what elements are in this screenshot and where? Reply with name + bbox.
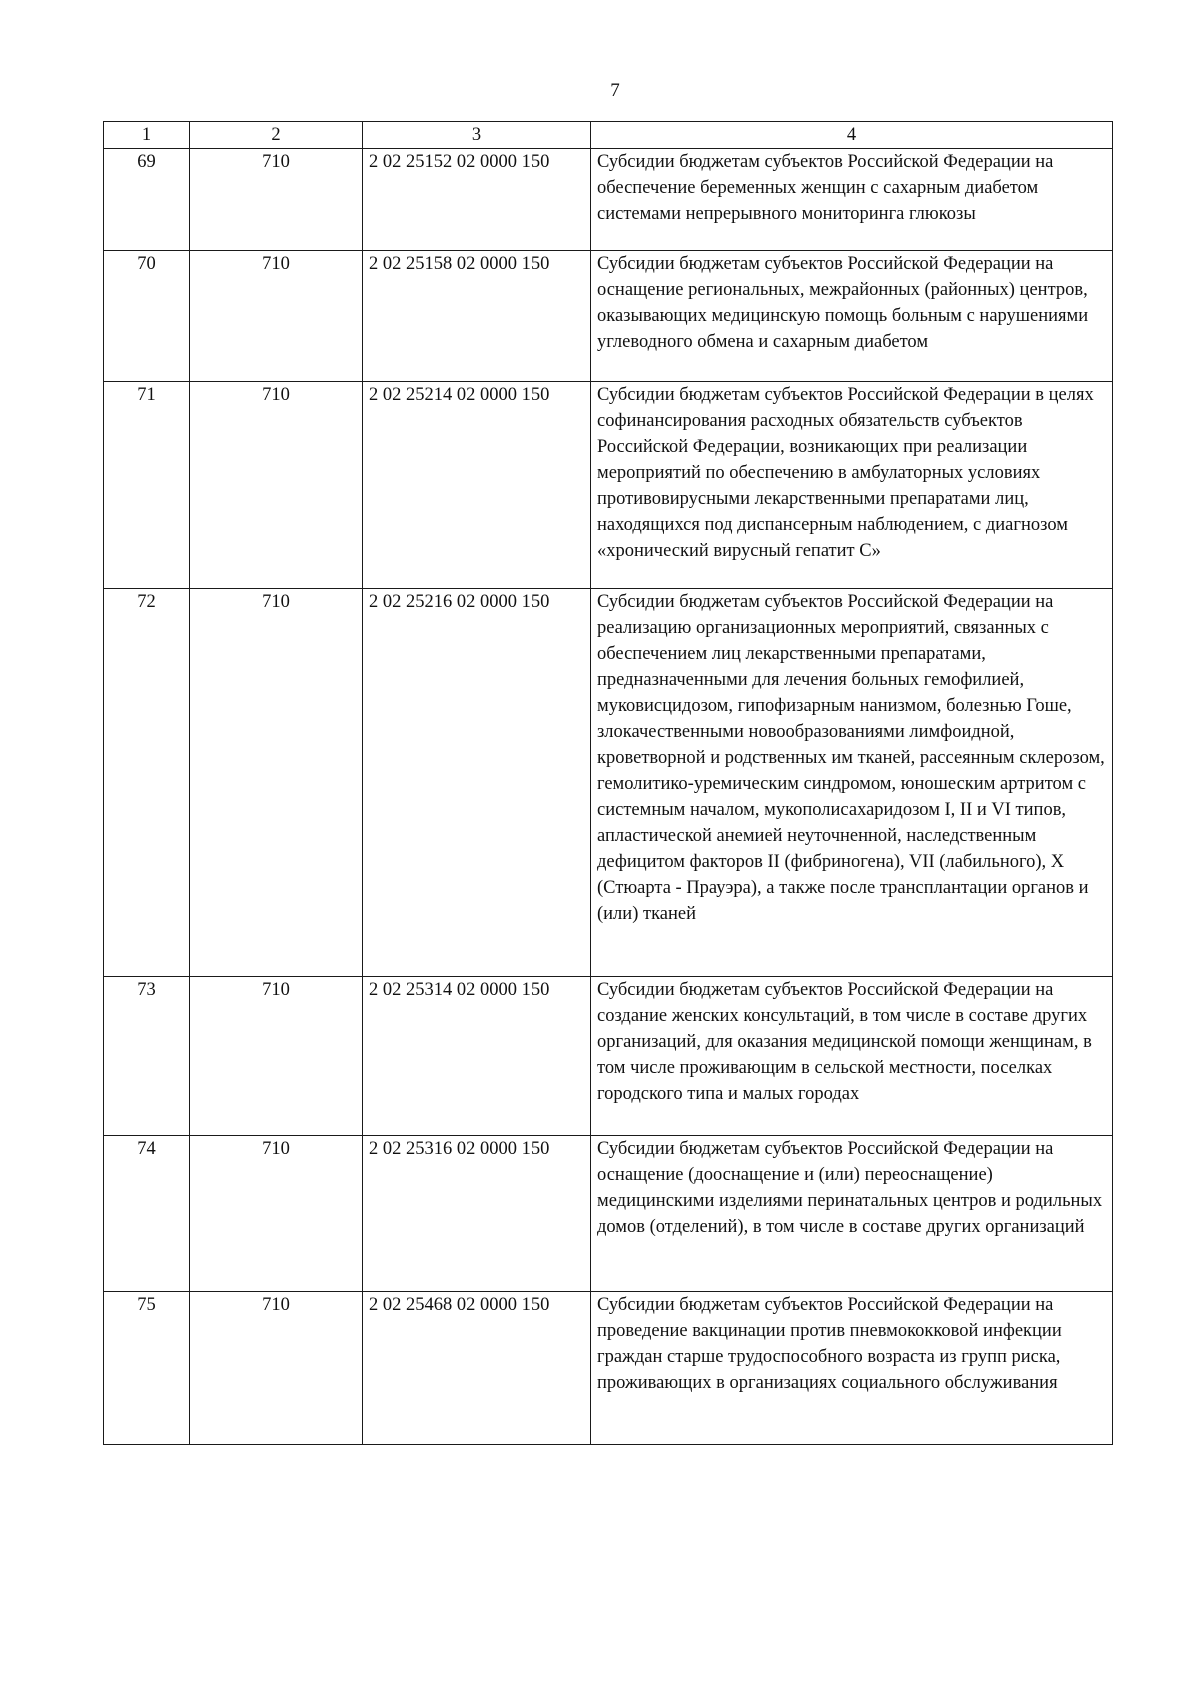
column-header: 2 — [190, 122, 363, 149]
row-number: 75 — [104, 1292, 190, 1445]
table-row — [104, 1292, 1113, 1445]
subsidy-table — [103, 121, 1113, 1445]
budget-code: 2 02 25214 02 0000 150 — [363, 382, 591, 589]
budget-code: 2 02 25152 02 0000 150 — [363, 149, 591, 251]
row-number: 74 — [104, 1136, 190, 1292]
admin-code: 710 — [190, 251, 363, 382]
page-number: 7 — [610, 80, 620, 101]
column-header: 1 — [104, 122, 190, 149]
column-header: 4 — [591, 122, 1113, 149]
description: Субсидии бюджетам субъектов Российской Федерации на обеспечение беременных женщин с сахарным диабетом системами непрерывного мониторинга глюкозы — [591, 149, 1113, 251]
table-row — [104, 382, 1113, 589]
admin-code: 710 — [190, 1292, 363, 1445]
admin-code: 710 — [190, 977, 363, 1136]
table-row — [104, 589, 1113, 977]
description: Субсидии бюджетам субъектов Российской Федерации на создание женских консультаций, в том числе в составе других организаций, для оказания медицинской помощи женщинам, в том числе проживающим в сельской местности, поселках городского типа и малых городах — [591, 977, 1113, 1136]
admin-code: 710 — [190, 149, 363, 251]
column-header: 3 — [363, 122, 591, 149]
description: Субсидии бюджетам субъектов Российской Федерации на проведение вакцинации против пневмококковой инфекции граждан старше трудоспособного возраста из групп риска, проживающих в организациях социального обслуживания — [591, 1292, 1113, 1445]
description: Субсидии бюджетам субъектов Российской Федерации на реализацию организационных мероприятий, связанных с обеспечением лиц лекарственными препаратами, предназначенными для лечения больных гемофилией, муковисцидозом, гипофизарным нанизмом, болезнью Гоше, злокачественными новообразованиями лимфоидной, кроветворной и родственных им тканей, рассеянным склерозом, гемолитико-уремическим синдромом, юношеским артритом с системным началом, мукополисахаридозом I, II и VI типов, апластической анемией неуточненной, наследственным дефицитом факторов II (фибриногена), VII (лабильного), X (Стюарта - Прауэра), а также после трансплантации органов и (или) тканей — [591, 589, 1113, 977]
row-number: 70 — [104, 251, 190, 382]
description: Субсидии бюджетам субъектов Российской Федерации на оснащение региональных, межрайонных (районных) центров, оказывающих медицинскую помощь больным с нарушениями углеводного обмена и сахарным диабетом — [591, 251, 1113, 382]
table-row — [104, 251, 1113, 382]
budget-code: 2 02 25158 02 0000 150 — [363, 251, 591, 382]
budget-code: 2 02 25314 02 0000 150 — [363, 977, 591, 1136]
table-row — [104, 1136, 1113, 1292]
table-row — [104, 977, 1113, 1136]
budget-code: 2 02 25468 02 0000 150 — [363, 1292, 591, 1445]
budget-code: 2 02 25316 02 0000 150 — [363, 1136, 591, 1292]
table-header-row — [104, 122, 1113, 149]
description: Субсидии бюджетам субъектов Российской Федерации на оснащение (дооснащение и (или) переоснащение) медицинскими изделиями перинатальных центров и родильных домов (отделений), в том числе в составе других организаций — [591, 1136, 1113, 1292]
table-row — [104, 149, 1113, 251]
admin-code: 710 — [190, 589, 363, 977]
budget-code: 2 02 25216 02 0000 150 — [363, 589, 591, 977]
admin-code: 710 — [190, 1136, 363, 1292]
row-number: 73 — [104, 977, 190, 1136]
row-number: 72 — [104, 589, 190, 977]
admin-code: 710 — [190, 382, 363, 589]
description: Субсидии бюджетам субъектов Российской Федерации в целях софинансирования расходных обязательств субъектов Российской Федерации, возникающих при реализации мероприятий по обеспечению в амбулаторных условиях противовирусными лекарственными препаратами лиц, находящихся под диспансерным наблюдением, с диагнозом «хронический вирусный гепатит С» — [591, 382, 1113, 589]
row-number: 69 — [104, 149, 190, 251]
row-number: 71 — [104, 382, 190, 589]
